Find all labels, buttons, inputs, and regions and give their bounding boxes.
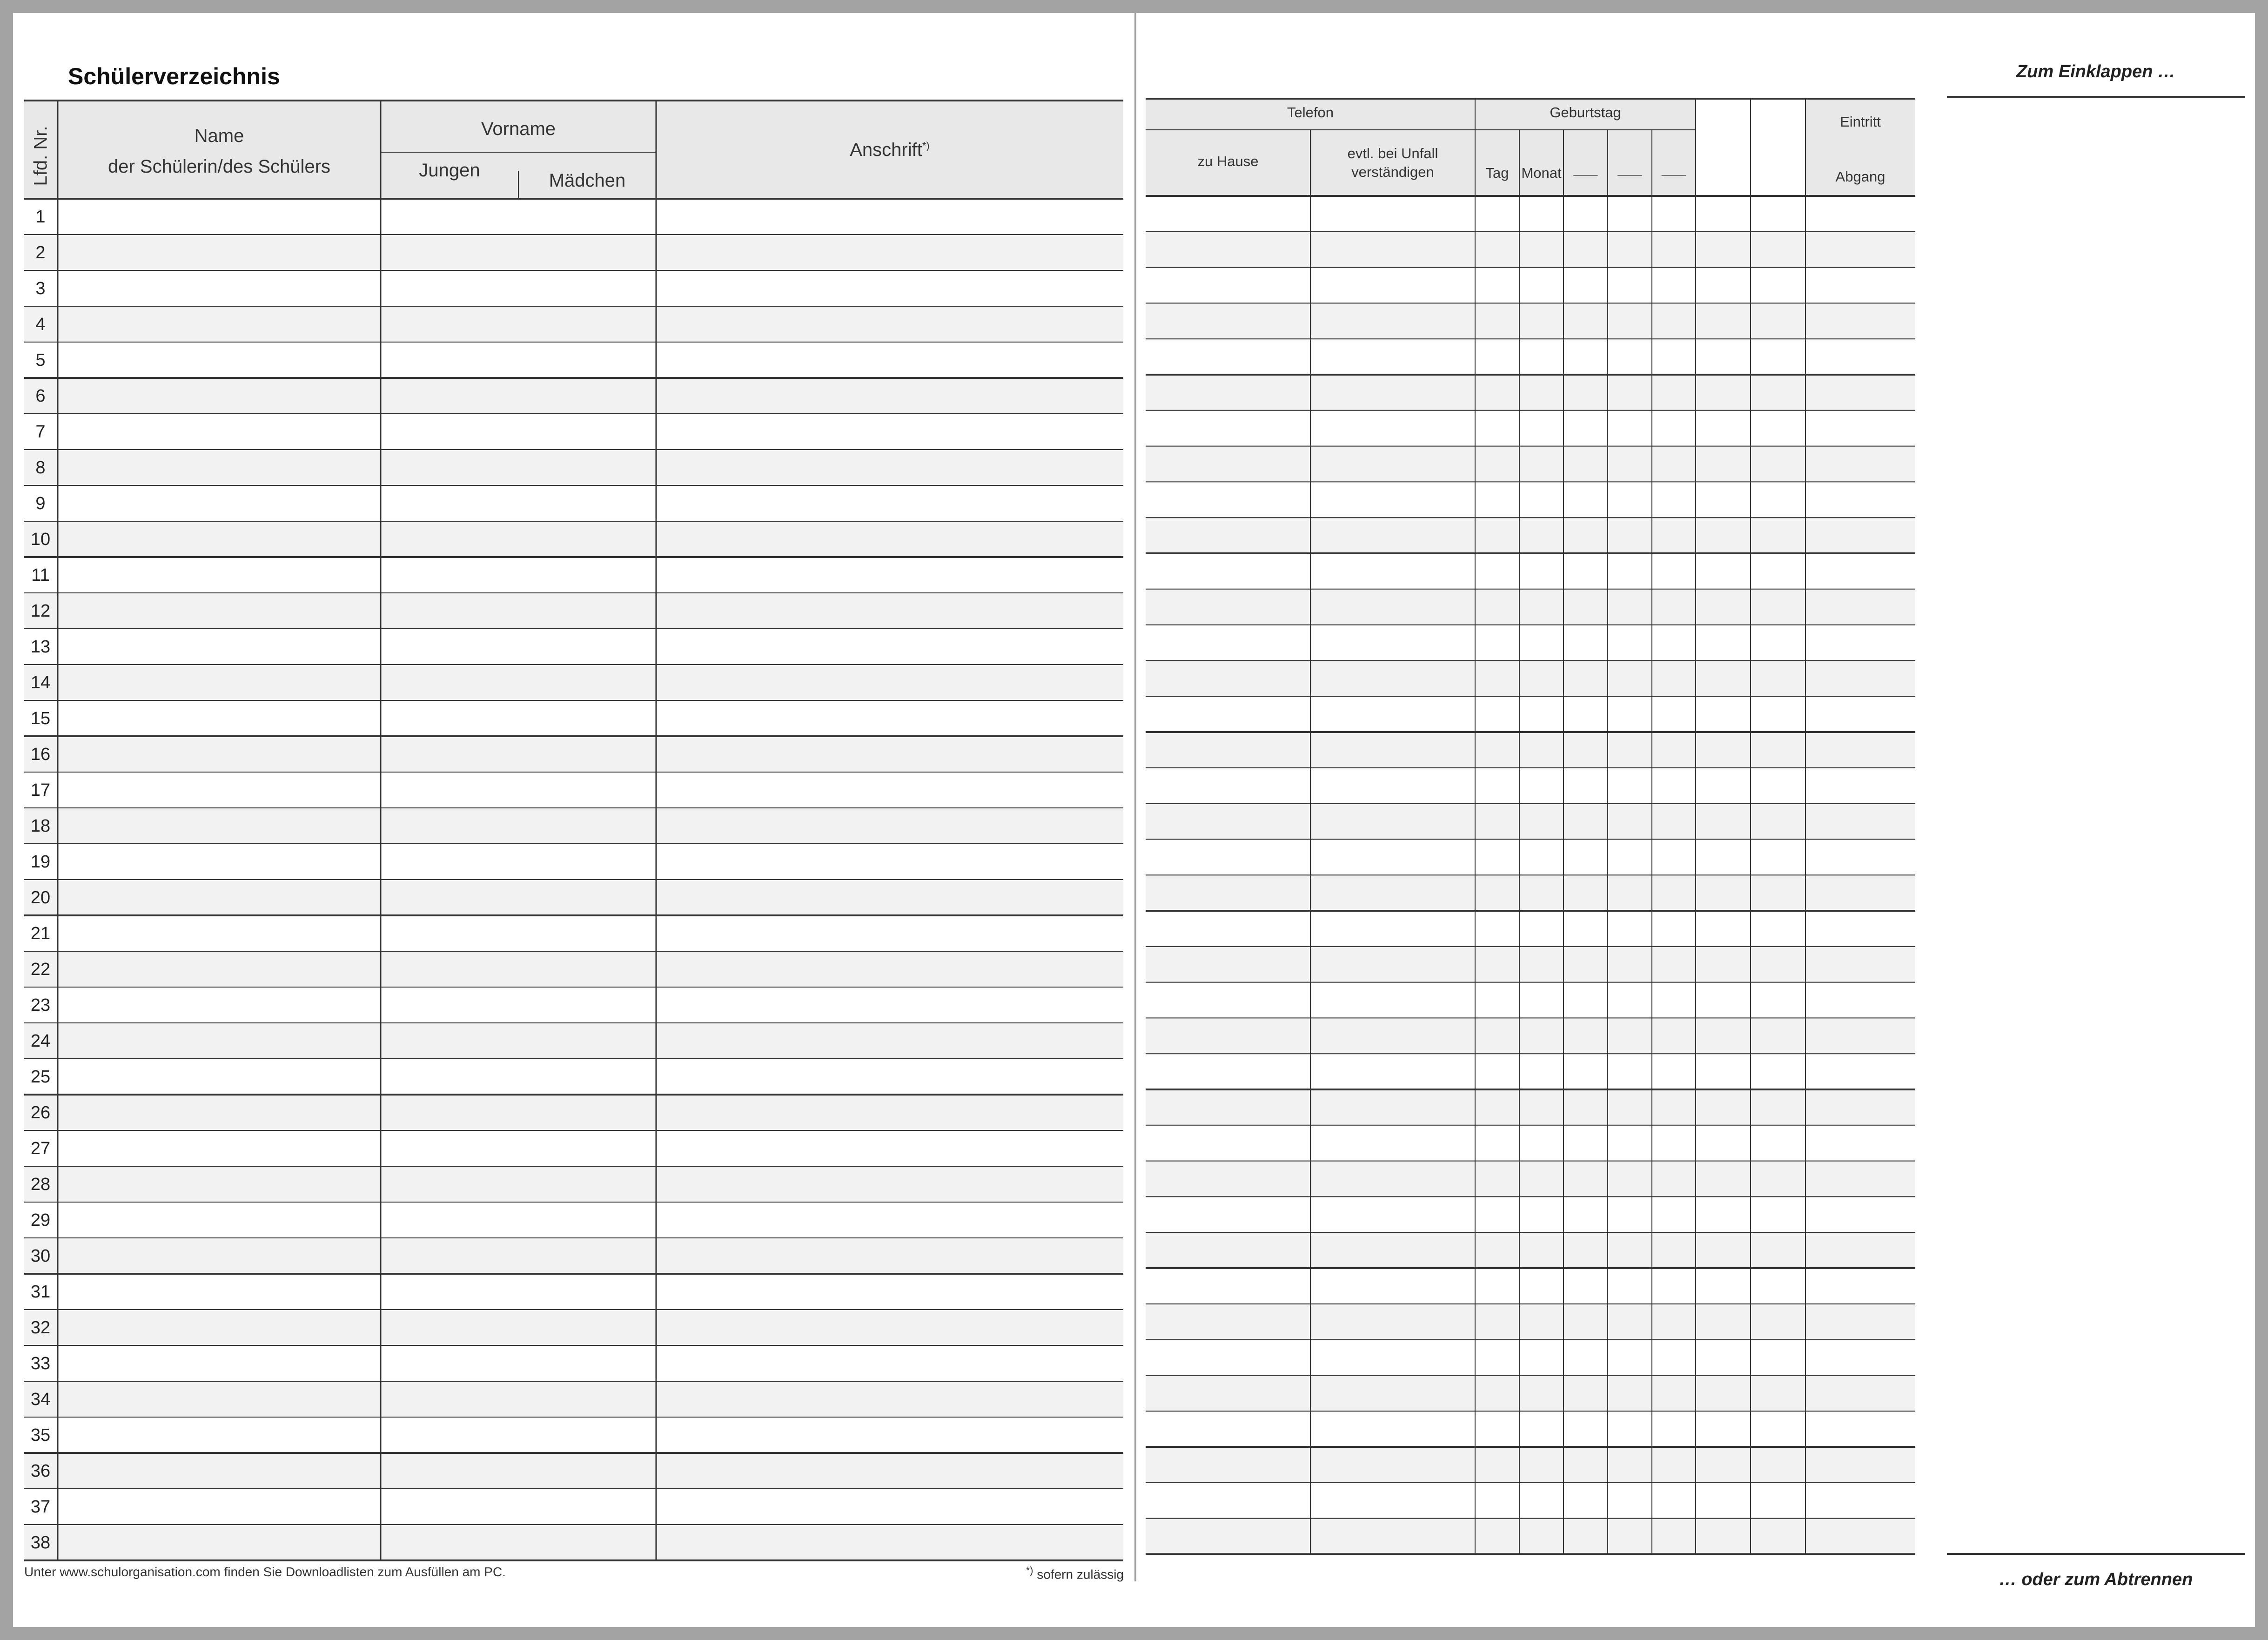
right-row-stripe [1146, 732, 1915, 768]
left-row-stripe [24, 951, 1123, 987]
left-row-stripe [24, 521, 1123, 557]
footer-download-note: Unter www.schulorganisation.com finden Sie Downloadlisten zum Ausfüllen am PC. [24, 1565, 506, 1579]
left-row-stripe [24, 880, 1123, 915]
row-number: 14 [30, 673, 51, 692]
name-header: Name [194, 126, 244, 146]
maedchen-header: Mädchen [549, 170, 626, 191]
right-row-stripe [1146, 1018, 1915, 1054]
row-number: 34 [30, 1390, 51, 1409]
row-number: 13 [30, 637, 51, 657]
row-number: 18 [30, 816, 51, 836]
abgang-header: Abgang [1835, 168, 1886, 185]
right-row-stripe [1146, 1089, 1915, 1125]
left-row-stripe [24, 1310, 1123, 1345]
telefon-header: Telefon [1287, 104, 1334, 121]
row-number: 33 [30, 1354, 51, 1373]
right-row-stripe [1146, 1375, 1915, 1411]
row-number: 6 [35, 386, 46, 406]
row-number: 26 [30, 1103, 51, 1122]
row-number: 15 [30, 709, 51, 728]
monat-header: Monat [1521, 165, 1562, 181]
row-number: 5 [35, 350, 46, 370]
zu-hause-header: zu Hause [1197, 153, 1259, 169]
anschrift-label: Anschrift [850, 140, 922, 160]
row-number: 35 [30, 1425, 51, 1445]
right-row-stripe [1146, 804, 1915, 840]
row-number: 23 [30, 995, 51, 1015]
left-row-stripe [24, 306, 1123, 342]
name-subheader: der Schülerin/des Schülers [107, 156, 331, 177]
tag-header: Tag [1485, 165, 1509, 181]
row-number: 10 [30, 530, 51, 549]
row-number: 11 [31, 565, 50, 585]
left-row-stripe [24, 1166, 1123, 1202]
unfall-header-line1: evtl. bei Unfall [1347, 145, 1438, 161]
row-number: 38 [30, 1533, 51, 1553]
right-row-stripe [1146, 232, 1915, 268]
row-number: 36 [30, 1461, 51, 1481]
left-row-stripe [24, 665, 1123, 700]
row-number: 27 [30, 1139, 51, 1158]
right-row-stripe [1146, 1304, 1915, 1340]
footnote-mark: *) [1026, 1565, 1033, 1576]
row-number: 4 [35, 315, 46, 334]
row-number: 25 [30, 1067, 51, 1087]
right-row-stripe [1146, 446, 1915, 482]
anschrift-header [656, 140, 1123, 161]
jungen-header: Jungen [419, 160, 480, 181]
left-row-stripe [24, 450, 1123, 485]
row-number: 20 [30, 888, 51, 907]
geburtstag-header: Geburtstag [1550, 104, 1621, 121]
right-row-stripe [1146, 518, 1915, 553]
row-number: 28 [30, 1175, 51, 1194]
geburtstag-blank-1: ___ [1573, 160, 1598, 176]
geburtstag-blank-3: ___ [1662, 160, 1686, 176]
right-row-stripe [1146, 1447, 1915, 1483]
right-row-stripe [1146, 660, 1915, 696]
fold-rule-bottom [1947, 1553, 2245, 1555]
row-number: 12 [30, 601, 51, 621]
fold-instruction-top: Zum Einklappen … [2016, 62, 2176, 81]
fold-rule-top [1947, 96, 2245, 98]
left-row-stripe [24, 1023, 1123, 1059]
left-row-stripe [24, 593, 1123, 629]
footnote-text: sofern zulässig [1033, 1567, 1124, 1582]
row-number: 29 [30, 1210, 51, 1230]
row-number: 22 [30, 960, 51, 979]
left-row-stripe [24, 736, 1123, 772]
left-row-stripe [24, 1453, 1123, 1489]
row-number: 21 [30, 924, 51, 943]
page-title: Schülerverzeichnis [68, 63, 280, 89]
left-row-stripe [24, 1095, 1123, 1130]
row-number: 32 [30, 1318, 51, 1338]
left-row-stripe [24, 1238, 1123, 1274]
row-number: 37 [30, 1497, 51, 1517]
right-row-stripe [1146, 875, 1915, 911]
right-row-stripe [1146, 1161, 1915, 1197]
right-row-stripe [1146, 1232, 1915, 1268]
left-row-stripe [24, 235, 1123, 270]
row-number: 7 [35, 422, 46, 442]
eintritt-header: Eintritt [1840, 114, 1881, 130]
footer-footnote [1019, 1565, 1124, 1582]
right-row-stripe [1146, 375, 1915, 410]
row-number: 8 [35, 458, 46, 477]
row-number: 2 [35, 243, 46, 262]
fold-instruction-bottom: … oder zum Abtrennen [1999, 1570, 2193, 1589]
left-row-stripe [24, 808, 1123, 844]
right-row-stripe [1146, 589, 1915, 625]
row-number: 17 [30, 780, 51, 800]
vorname-header: Vorname [481, 119, 556, 139]
row-number: 31 [30, 1282, 51, 1302]
right-row-stripe [1146, 303, 1915, 339]
row-number: 1 [35, 207, 46, 227]
unfall-header-line2: verständigen [1351, 164, 1434, 180]
row-number: 16 [30, 745, 51, 764]
left-row-stripe [24, 1381, 1123, 1417]
geburtstag-blank-2: ___ [1617, 160, 1642, 176]
row-number: 19 [30, 852, 51, 872]
row-number: 30 [30, 1246, 51, 1266]
lfd-nr-header: Lfd. Nr. [30, 126, 51, 186]
right-row-stripe [1146, 1519, 1915, 1554]
row-number: 3 [35, 279, 46, 298]
left-row-stripe [24, 378, 1123, 414]
row-number: 9 [35, 494, 46, 513]
anschrift-footnote-mark: *) [922, 140, 930, 152]
left-row-stripe [24, 1525, 1123, 1560]
right-row-stripe [1146, 947, 1915, 982]
row-number: 24 [30, 1031, 51, 1051]
